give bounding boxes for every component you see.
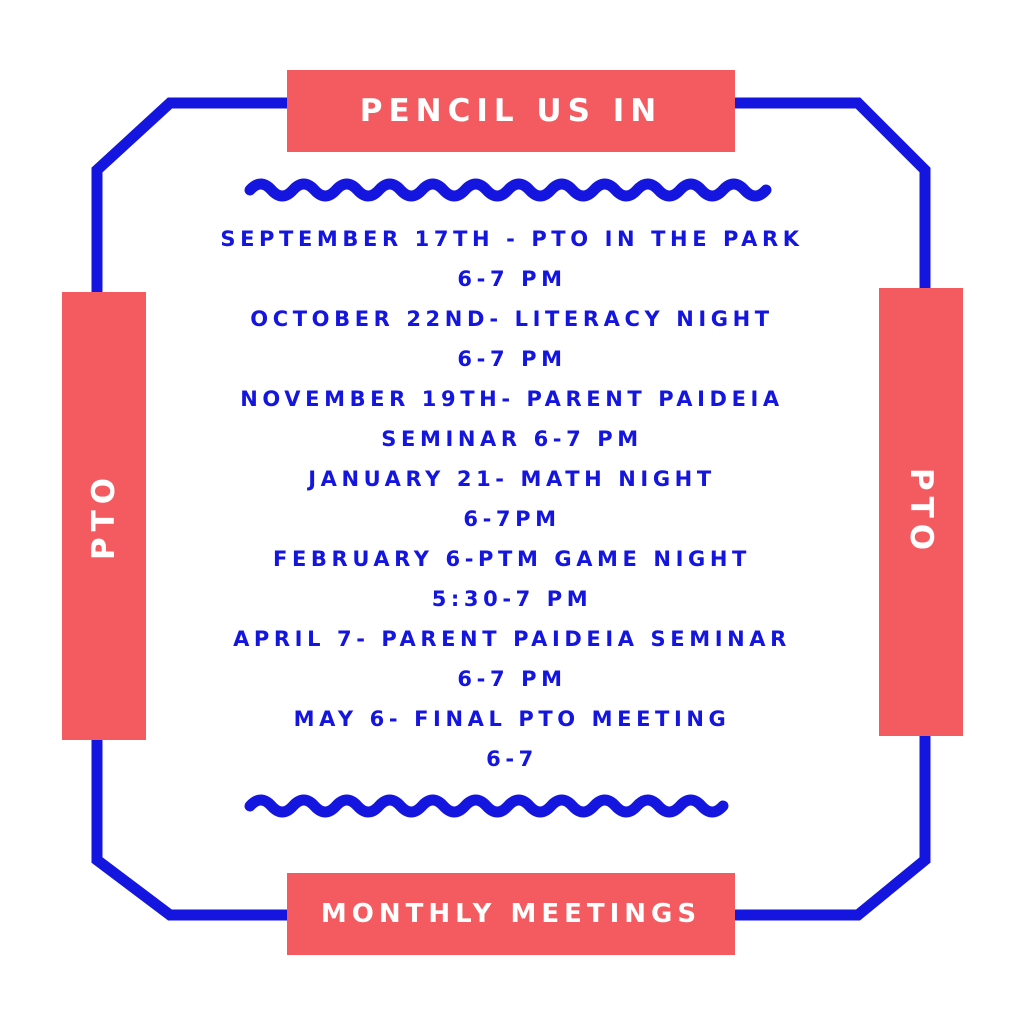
schedule-line: 6-7 PM xyxy=(457,667,567,691)
schedule-line: 6-7PM xyxy=(463,507,561,531)
schedule-line: MAY 6- FINAL PTO MEETING xyxy=(293,707,731,731)
left-side-banner xyxy=(62,292,146,740)
schedule-line: JANUARY 21- MATH NIGHT xyxy=(308,467,716,491)
schedule-line: SEMINAR 6-7 PM xyxy=(381,427,643,451)
schedule-line: SEPTEMBER 17TH - PTO IN THE PARK xyxy=(220,227,804,251)
schedule-line: 5:30-7 PM xyxy=(431,587,593,611)
title-banner xyxy=(287,70,735,152)
wavy-line-icon xyxy=(250,800,723,812)
schedule-line: 6-7 PM xyxy=(457,267,567,291)
meeting-schedule xyxy=(170,219,854,779)
schedule-line: OCTOBER 22ND- LITERACY NIGHT xyxy=(250,307,774,331)
footer-text: MONTHLY MEETINGS xyxy=(320,899,702,929)
schedule-line: 6-7 PM xyxy=(457,347,567,371)
footer-banner xyxy=(287,873,735,955)
left-side-label: PTO xyxy=(86,471,123,561)
right-side-banner xyxy=(879,288,963,736)
schedule-line: FEBRUARY 6-PTM GAME NIGHT xyxy=(273,547,751,571)
title-text: PENCIL US IN xyxy=(359,93,663,129)
right-side-label: PTO xyxy=(903,467,940,557)
schedule-line: 6-7 xyxy=(486,747,538,771)
wavy-line-icon xyxy=(250,184,766,196)
schedule-line: APRIL 7- PARENT PAIDEIA SEMINAR xyxy=(233,627,791,651)
schedule-line: NOVEMBER 19TH- PARENT PAIDEIA xyxy=(240,387,784,411)
